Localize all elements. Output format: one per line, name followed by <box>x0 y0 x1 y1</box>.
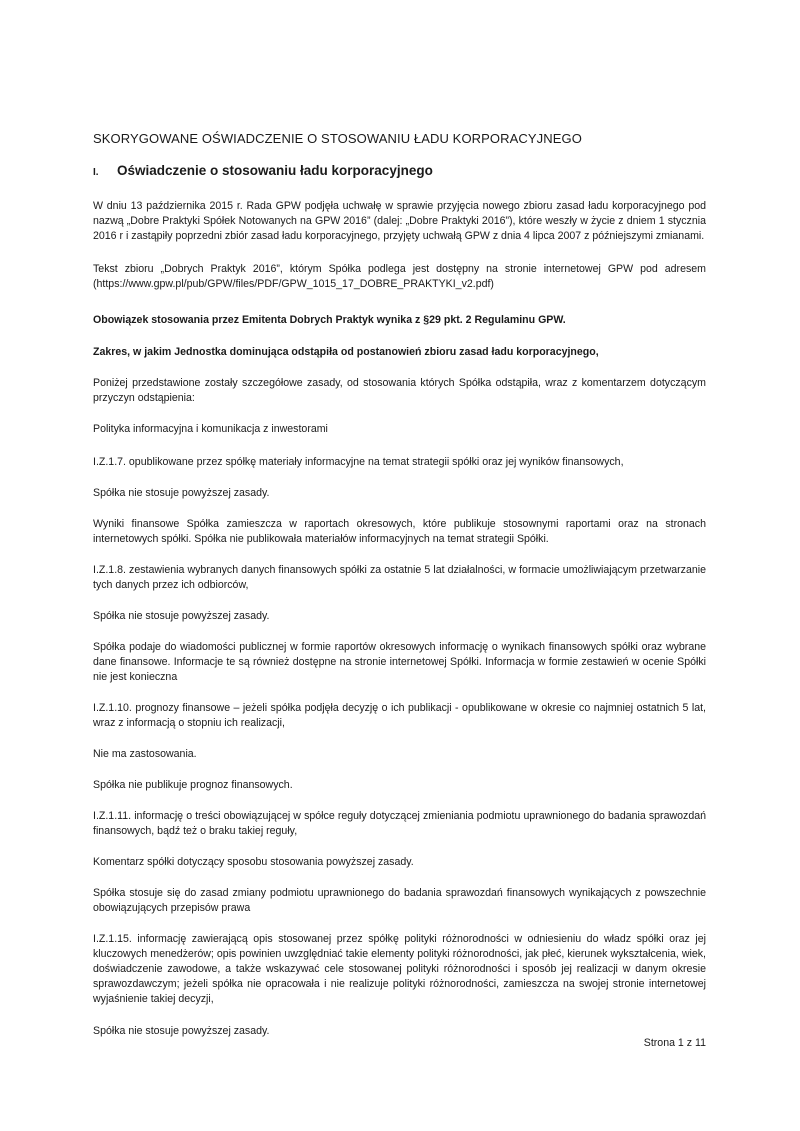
rule-IZ117-comment: Wyniki finansowe Spółka zamieszcza w raportach okresowych, które publikuje stosownymi raportami oraz na stronach internetowych spółki. Spółka nie publikowała materiałów informacyjnych na temat strategii Spółki. <box>93 518 706 546</box>
page-number-footer: Strona 1 z 11 <box>643 1037 706 1049</box>
rule-IZ1111: I.Z.1.11. informację o treści obowiązującej w spółce reguły dotyczącej zmieniania podmiotu uprawnionego do badania sprawozdań finansowych, bądź też o braku takiej reguły, <box>93 810 706 838</box>
rule-IZ1110-status: Nie ma zastosowania. <box>93 748 197 760</box>
paragraph-text-location: Tekst zbioru „Dobrych Praktyk 2016”, którym Spółka podlega jest dostępny na stronie internetowej GPW pod adresem (https://www.gpw.pl/pub/GPW/files/PDF/GPW_1015_17_DOBRE_PRAKTYKI_v2.pdf) <box>93 263 706 291</box>
rule-IZ118-status: Spółka nie stosuje powyższej zasady. <box>93 610 270 622</box>
rule-IZ1111-status: Komentarz spółki dotyczący sposobu stosowania powyższej zasady. <box>93 856 414 868</box>
rule-IZ118-comment: Spółka podaje do wiadomości publicznej w formie raportów okresowych informację o wynikach finansowych spółki oraz wybrane dane finansowe. Informacje te są również dostępne na stronie internetowej Spółki. Informacja w formie zestawień w ocenie Spółki nie jest konieczna <box>93 641 706 684</box>
paragraph-scope: Zakres, w jakim Jednostka dominująca odstąpiła od postanowień zbioru zasad ładu korporacyjnego, <box>93 346 599 358</box>
paragraph-policy-heading: Polityka informacyjna i komunikacja z inwestorami <box>93 423 328 435</box>
rule-IZ117-status: Spółka nie stosuje powyższej zasady. <box>93 487 270 499</box>
rule-IZ1111-comment: Spółka stosuje się do zasad zmiany podmiotu uprawnionego do badania sprawozdań finansowych wynikających z powszechnie obowiązujących przepisów prawa <box>93 887 706 915</box>
rule-IZ1110-comment: Spółka nie publikuje prognoz finansowych. <box>93 779 293 791</box>
paragraph-detailed-rules: Poniżej przedstawione zostały szczegółowe zasady, od stosowania których Spółka odstąpiła, wraz z komentarzem dotyczącym przyczyn odstąpienia: <box>93 377 706 405</box>
section-heading-text: Oświadczenie o stosowaniu ładu korporacyjnego <box>117 163 433 178</box>
rule-IZ1115-status: Spółka nie stosuje powyższej zasady. <box>93 1025 270 1037</box>
document-title: SKORYGOWANE OŚWIADCZENIE O STOSOWANIU ŁADU KORPORACYJNEGO <box>93 131 582 146</box>
paragraph-intro: W dniu 13 października 2015 r. Rada GPW podjęła uchwałę w sprawie przyjęcia nowego zbioru zasad ładu korporacyjnego pod nazwą „Dobre Praktyki Spółek Notowanych na GPW 2016” (dalej: „Dobre Praktyki 2016”), które weszły w życie z dniem 1 stycznia 2016 r i zastąpiły poprzedni zbiór zasad ładu korporacyjnego, przyjęty uchwałą GPW z dnia 4 lipca 2007 z późniejszymi zmianami. <box>93 200 706 243</box>
rule-IZ1110: I.Z.1.10. prognozy finansowe – jeżeli spółka podjęła decyzję o ich publikacji - opublikowane w okresie co najmniej ostatnich 5 lat, wraz z informacją o stopniu ich realizacji, <box>93 702 706 730</box>
rule-IZ118: I.Z.1.8. zestawienia wybranych danych finansowych spółki za ostatnie 5 lat działalności, w formacie umożliwiającym przetwarzanie tych danych przez ich odbiorców, <box>93 564 706 592</box>
section-number: I. <box>93 167 99 178</box>
paragraph-obligation: Obowiązek stosowania przez Emitenta Dobrych Praktyk wynika z §29 pkt. 2 Regulaminu GPW. <box>93 314 566 326</box>
section-heading <box>93 163 433 178</box>
rule-IZ117: I.Z.1.7. opublikowane przez spółkę materiały informacyjne na temat strategii spółki oraz jej wyników finansowych, <box>93 456 624 468</box>
rule-IZ1115: I.Z.1.15. informację zawierającą opis stosowanej przez spółkę polityki różnorodności w odniesieniu do władz spółki oraz jej kluczowych menedżerów; opis powinien uwzględniać takie elementy polityki różnorodności, jak płeć, kierunek wykształcenia, wiek, doświadczenie zawodowe, a także wskazywać cele stosowanej polityki różnorodności i sposób jej realizacji w danym okresie sprawozdawczym; jeżeli spółka nie opracowała i nie realizuje polityki różnorodności, zamieszcza na swojej stronie internetowej wyjaśnienie takiej decyzji, <box>93 933 706 1006</box>
